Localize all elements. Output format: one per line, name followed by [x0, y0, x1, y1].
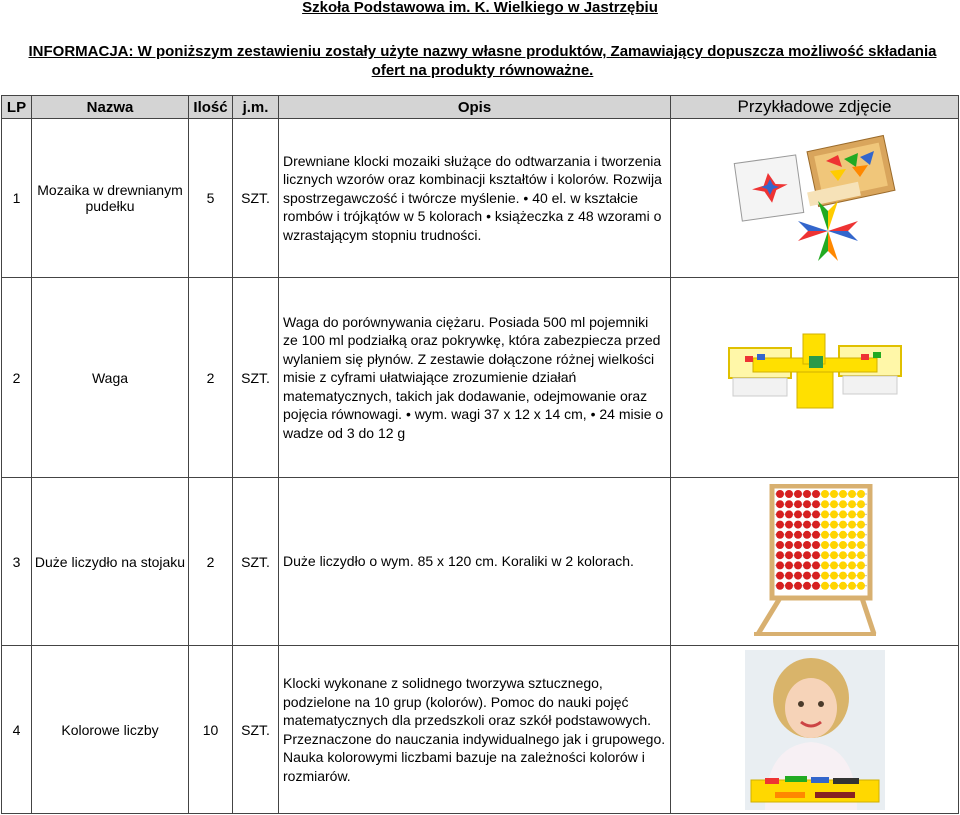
abacus-bead	[848, 531, 856, 539]
abacus-bead	[839, 500, 847, 508]
abacus-bead	[776, 551, 784, 559]
abacus-bead	[803, 561, 811, 569]
column-header-unit: j.m.	[233, 96, 279, 119]
row-description: Waga do porównywania ciężaru. Posiada 500 ml pojemniki ze 100 ml podziałką oraz pokrywkę, która zabezpiecza przed wylaniem się płynów. Z zestawie dołączone różnej wielkości misie z cyframi ułatwiające zrozumienie działań matematycznych, takich jak dodawanie, odejmowanie oraz pojęcia równowagi. • wym. wagi 37 x 12 x 14 cm, • 24 misie o wadze od 3 do 12 g	[279, 278, 671, 478]
info-notice: INFORMACJA: W poniższym zestawieniu zostały użyte nazwy własne produktów, Zamawiający dopuszcza możliwość składania ofert na produkty równoważne.	[28, 43, 937, 79]
column-header-description: Opis	[279, 96, 671, 119]
abacus-bead	[830, 521, 838, 529]
row-lp: 3	[2, 478, 32, 646]
column-header-photo: Przykładowe zdjęcie	[671, 96, 959, 119]
abacus-bead	[821, 572, 829, 580]
row-description: Klocki wykonane z solidnego tworzywa sztucznego, podzielone na 10 grup (kolorów). Pomoc do nauki pojęć matematycznych dla przedszkoli oraz szkół podstawowych. Przeznaczone do nauczania indywidualnego jak i grupowego. Nauka kolorowymi liczbami bazuje na zależności kolorów i rozmiarów.	[279, 646, 671, 814]
abacus-bead	[776, 561, 784, 569]
abacus-bead	[830, 490, 838, 498]
abacus-bead	[794, 531, 802, 539]
row-photo	[671, 478, 959, 646]
column-header-qty: Ilość	[189, 96, 233, 119]
row-photo	[671, 119, 959, 278]
abacus-bead	[812, 500, 820, 508]
table-row	[2, 478, 959, 646]
row-unit: SZT.	[233, 278, 279, 478]
row-qty: 2	[189, 278, 233, 478]
balance-scale-icon	[725, 328, 905, 428]
abacus-bead	[839, 490, 847, 498]
abacus-bead	[785, 510, 793, 518]
abacus-bead	[812, 521, 820, 529]
abacus-bead	[857, 490, 865, 498]
abacus-bead	[821, 521, 829, 529]
abacus-bead	[857, 500, 865, 508]
abacus-bead	[794, 521, 802, 529]
abacus-bead	[830, 510, 838, 518]
abacus-bead	[803, 572, 811, 580]
abacus-bead	[830, 551, 838, 559]
abacus-bead	[794, 510, 802, 518]
abacus-bead	[839, 531, 847, 539]
abacus-bead	[857, 531, 865, 539]
abacus-bead	[857, 561, 865, 569]
abacus-bead	[794, 561, 802, 569]
abacus-bead	[776, 541, 784, 549]
abacus-bead	[839, 572, 847, 580]
row-name: Kolorowe liczby	[32, 646, 189, 814]
row-description: Duże liczydło o wym. 85 x 120 cm. Koraliki w 2 kolorach.	[279, 478, 671, 646]
abacus-bead	[839, 510, 847, 518]
row-photo	[671, 646, 959, 814]
abacus-bead	[776, 490, 784, 498]
abacus-bead	[776, 531, 784, 539]
abacus-bead	[812, 582, 820, 590]
abacus-bead	[794, 572, 802, 580]
abacus-bead	[794, 541, 802, 549]
abacus-bead	[785, 500, 793, 508]
abacus-bead	[821, 490, 829, 498]
abacus-bead	[839, 582, 847, 590]
abacus-bead	[857, 551, 865, 559]
abacus-bead	[812, 490, 820, 498]
table-row	[2, 646, 959, 814]
abacus-bead	[803, 490, 811, 498]
abacus-bead	[857, 521, 865, 529]
child-with-blocks-icon	[745, 650, 885, 810]
abacus-bead	[794, 551, 802, 559]
abacus-bead	[830, 582, 838, 590]
row-name: Mozaika w drewnianym pudełku	[32, 119, 189, 278]
row-unit: SZT.	[233, 478, 279, 646]
abacus-bead	[776, 521, 784, 529]
abacus-bead	[803, 551, 811, 559]
abacus-bead	[785, 551, 793, 559]
abacus-bead	[776, 572, 784, 580]
row-qty: 10	[189, 646, 233, 814]
abacus-bead	[857, 510, 865, 518]
abacus-bead	[776, 582, 784, 590]
abacus-bead	[785, 561, 793, 569]
row-qty: 2	[189, 478, 233, 646]
row-lp: 2	[2, 278, 32, 478]
abacus-bead	[812, 561, 820, 569]
abacus-bead	[803, 510, 811, 518]
abacus-bead	[848, 561, 856, 569]
abacus-icon	[750, 484, 880, 639]
abacus-bead	[830, 561, 838, 569]
abacus-bead	[785, 582, 793, 590]
abacus-bead	[830, 541, 838, 549]
abacus-bead	[794, 490, 802, 498]
abacus-bead	[803, 541, 811, 549]
abacus-bead	[857, 582, 865, 590]
abacus-bead	[848, 582, 856, 590]
abacus-bead	[848, 500, 856, 508]
abacus-bead	[803, 582, 811, 590]
abacus-bead	[821, 551, 829, 559]
row-name: Waga	[32, 278, 189, 478]
abacus-bead	[839, 551, 847, 559]
abacus-bead	[785, 521, 793, 529]
abacus-bead	[857, 572, 865, 580]
abacus-bead	[821, 500, 829, 508]
mosaic-box-icon	[730, 131, 900, 266]
table-row	[2, 119, 959, 278]
abacus-bead	[848, 541, 856, 549]
abacus-bead	[803, 500, 811, 508]
column-header-name: Nazwa	[32, 96, 189, 119]
abacus-bead	[839, 521, 847, 529]
abacus-bead	[785, 490, 793, 498]
abacus-bead	[848, 490, 856, 498]
abacus-bead	[848, 572, 856, 580]
abacus-bead	[830, 531, 838, 539]
abacus-bead	[812, 510, 820, 518]
row-unit: SZT.	[233, 119, 279, 278]
abacus-bead	[794, 500, 802, 508]
abacus-bead	[812, 572, 820, 580]
row-description: Drewniane klocki mozaiki służące do odtwarzania i tworzenia licznych wzorów oraz kombinacji kształtów i kolorów. Rozwija spostrzegawczość i twórcze myślenie. • 40 el. w kształcie rombów i trójkątów w 5 kolorach • książeczka z 48 wzorami o wzrastającym stopniu trudności.	[279, 119, 671, 278]
abacus-bead	[776, 510, 784, 518]
abacus-bead	[848, 521, 856, 529]
row-photo	[671, 278, 959, 478]
abacus-bead	[785, 572, 793, 580]
row-qty: 5	[189, 119, 233, 278]
abacus-bead	[839, 561, 847, 569]
abacus-bead	[812, 541, 820, 549]
abacus-bead	[794, 582, 802, 590]
abacus-bead	[848, 510, 856, 518]
abacus-bead	[821, 541, 829, 549]
column-header-lp: LP	[2, 96, 32, 119]
abacus-bead	[848, 551, 856, 559]
abacus-bead	[785, 541, 793, 549]
table-header-row	[2, 96, 959, 119]
abacus-bead	[821, 582, 829, 590]
abacus-bead	[776, 500, 784, 508]
abacus-bead	[821, 561, 829, 569]
row-unit: SZT.	[233, 646, 279, 814]
row-name: Duże liczydło na stojaku	[32, 478, 189, 646]
product-table	[1, 95, 959, 814]
abacus-bead	[803, 531, 811, 539]
abacus-bead	[812, 531, 820, 539]
table-row	[2, 278, 959, 478]
abacus-bead	[812, 551, 820, 559]
abacus-bead	[821, 531, 829, 539]
abacus-bead	[821, 510, 829, 518]
abacus-bead	[857, 541, 865, 549]
abacus-bead	[830, 500, 838, 508]
abacus-bead	[839, 541, 847, 549]
row-lp: 1	[2, 119, 32, 278]
school-title: Szkoła Podstawowa im. K. Wielkiego w Jastrzębiu	[302, 0, 658, 16]
abacus-bead	[803, 521, 811, 529]
abacus-bead	[830, 572, 838, 580]
abacus-bead	[785, 531, 793, 539]
row-lp: 4	[2, 646, 32, 814]
